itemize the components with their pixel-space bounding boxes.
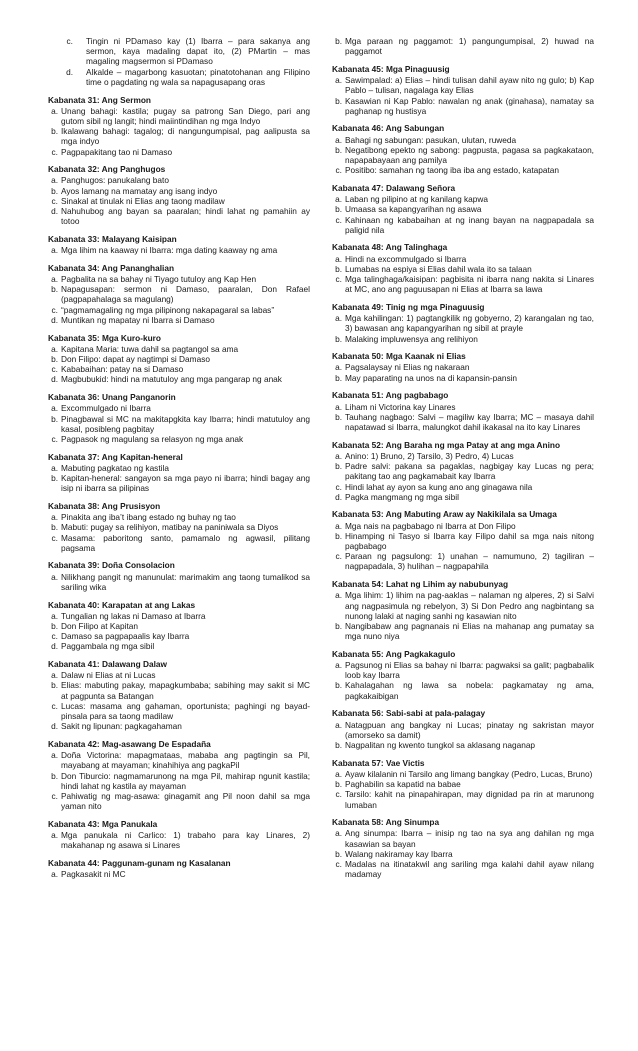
chapter-section (332, 758, 594, 810)
list-item (48, 245, 310, 255)
list-item-text: Mga panukala ni Carlico: 1) trabaho para kay Linares, 2) makahanap ng asawa si Linares (61, 830, 310, 851)
list-item (332, 204, 594, 214)
chapter-section (332, 708, 594, 750)
list-item-text: Don Tiburcio: nagmamarunong na mga Pil, mahirap ngunit kastila; hindi lahat ng kastila ay mayaman (61, 770, 310, 791)
list-item (48, 186, 310, 196)
list-item (332, 254, 594, 264)
list-item-text: Excommulgado ni Ibarra (61, 403, 151, 414)
list-marker: c. (51, 631, 58, 642)
list-item (332, 264, 594, 274)
list-item-text: Lumabas na espiya si Elias dahil wala ito sa talaan (345, 263, 532, 274)
list-item (48, 621, 310, 631)
list-item-text: Pahiwatig ng mag-asawa: ginagamit ang Pil noon dahil sa mga yaman nito (61, 791, 310, 812)
chapter-section (48, 392, 310, 444)
chapter-heading: Kabanata 37: Ang Kapitan-heneral (48, 451, 183, 462)
list-item-text: Don Filipo: dapat ay nagtimpi si Damaso (61, 353, 210, 364)
list-marker: a. (51, 403, 58, 414)
list-marker: b. (335, 620, 342, 631)
list-marker: b. (51, 284, 58, 295)
chapter-section (332, 302, 594, 344)
list-marker: c. (66, 36, 73, 46)
list-item (332, 334, 594, 344)
list-item (48, 611, 310, 621)
list-marker: c. (51, 433, 58, 444)
list-item (48, 414, 310, 434)
list-item (48, 721, 310, 731)
list-item (48, 126, 310, 146)
list-item-text: Umaasa sa kapangyarihan ng asawa (345, 204, 482, 215)
list-marker: b. (51, 413, 58, 424)
list-item (332, 720, 594, 740)
list-marker: a. (335, 660, 342, 671)
list-item-text: Kasawian ni Kap Pablo: nawalan ng anak (ginahasa), namatay sa paghanap ng hustisya (345, 95, 594, 116)
list-item-text: Don Filipo at Kapitan (61, 620, 139, 631)
list-item-text: Anino: 1) Bruno, 2) Tarsilo, 3) Pedro, 4) Lucas (345, 450, 514, 461)
chapter-section (48, 95, 310, 157)
list-item (332, 373, 594, 383)
list-marker: a. (335, 401, 342, 412)
list-item-text: Nilikhang pangit ng manunulat: marimakim ang taong tumalikod sa sariling wika (61, 571, 310, 592)
chapter-section (48, 659, 310, 731)
chapter-section (332, 183, 594, 235)
chapter-heading: Kabanata 40: Karapatan at ang Lakas (48, 599, 196, 610)
list-marker: a. (51, 670, 58, 681)
list-marker: c. (335, 481, 342, 492)
list-marker: c. (51, 146, 58, 157)
list-marker: a. (51, 750, 58, 761)
list-item-text: Paraan ng pagsulong: 1) unahan – namumuno, 2) tagiliran – nagpapadala, 3) hulihan – nagpapahila (345, 551, 594, 572)
list-marker: b. (51, 680, 58, 691)
chapter-heading: Kabanata 56: Sabi-sabi at pala-palagay (332, 708, 486, 719)
list-marker: c. (335, 789, 342, 800)
list-item (332, 849, 594, 859)
list-marker: a. (51, 175, 58, 186)
list-marker: a. (51, 869, 58, 880)
list-item (48, 869, 310, 879)
chapter-heading: Kabanata 32: Ang Panghugos (48, 164, 166, 175)
chapter-section (48, 560, 310, 592)
chapter-heading: Kabanata 45: Mga Pinaguusig (332, 63, 450, 74)
chapter-section (48, 819, 310, 851)
list-item (48, 364, 310, 374)
list-marker: d. (51, 206, 58, 217)
list-item-text: Nahuhubog ang bayan sa paaralan; hindi lahat ng pamahiin ay totoo (61, 206, 310, 227)
chapter-heading: Kabanata 33: Malayang Kaisipan (48, 233, 177, 244)
list-marker: a. (335, 75, 342, 86)
list-item-text: Sinakal at tinulak ni Elias ang taong madilaw (61, 195, 225, 206)
chapter-heading: Kabanata 31: Ang Sermon (48, 94, 151, 105)
chapter-heading: Kabanata 44: Paggunam-gunam ng Kasalanan (48, 858, 231, 869)
list-item (332, 194, 594, 204)
list-marker: b. (335, 95, 342, 106)
list-item (48, 631, 310, 641)
list-marker: c. (335, 214, 342, 225)
list-marker: b. (335, 530, 342, 541)
list-item (48, 750, 310, 770)
list-item-text: Ang sinumpa: Ibarra – inisip ng tao na sya ang dahilan ng mga kasawian sa bayan (345, 828, 594, 849)
list-item-text: Tungalian ng lakas ni Damaso at Ibarra (61, 610, 206, 621)
list-marker: a. (51, 274, 58, 285)
list-item-text: Doña Victorina: mapagmataas, mababa ang pagtingin sa Pil, mayabang at mayaman; kinahihiya ang pagkaPil (61, 750, 310, 771)
list-item-text: Kahinaan ng kababaihan at ng inang bayan na nagpapadala sa paligid nila (345, 214, 594, 235)
list-item-text: Hinamping ni Tasyo si Ibarra kay Filipo dahil sa mga nais nitong pagbabago (345, 530, 594, 552)
list-item-text: Positibo: samahan ng taong iba iba ang estado, katapatan (345, 165, 560, 176)
list-marker: a. (335, 194, 342, 205)
chapter-section (332, 36, 594, 56)
chapter-section (332, 351, 594, 383)
list-item (332, 96, 594, 116)
list-marker: b. (335, 848, 342, 859)
list-marker: a. (335, 719, 342, 730)
list-marker: b. (335, 461, 342, 472)
list-item-text: Mga nais na pagbabago ni Ibarra at Don Filipo (345, 520, 516, 531)
chapter-heading: Kabanata 53: Ang Mabuting Araw ay Nakikilala sa Umaga (332, 509, 557, 520)
list-item (332, 859, 594, 879)
list-item-text: Pagbalita na sa bahay ni Tiyago tutuloy ang Kap Hen (61, 274, 257, 285)
list-item-text: Nangibabaw ang pagnanais ni Elias na mahanap ang pumatay sa mga nuno niya (345, 620, 594, 642)
list-marker: b. (335, 263, 342, 274)
list-item (48, 315, 310, 325)
list-item (332, 531, 594, 551)
list-item (48, 670, 310, 680)
list-item (48, 791, 310, 811)
list-marker: b. (51, 473, 58, 484)
list-marker: b. (51, 620, 58, 631)
list-item (48, 512, 310, 522)
list-item-text: Ikalawang bahagi: tagalog; di nangungumpisal, pag aalipusta sa mga indyo (61, 126, 310, 147)
list-item (332, 165, 594, 175)
chapter-section (48, 164, 310, 226)
list-marker: b. (335, 144, 342, 155)
list-item-text: Ayos lamang na mamatay ang isang indyo (61, 185, 218, 196)
list-item-text: Hindi lahat ay ayon sa kung ano ang ginagawa nila (345, 481, 533, 492)
list-item-text: Tarsilo: kahit na pinapahirapan, may dignidad pa rin at marunong lumaban (345, 789, 594, 810)
chapter-heading: Kabanata 57: Vae Victis (332, 757, 425, 768)
list-item-text: Elias: mabuting pakay, mapagkumbaba; sabihing may sakit si MC at pagpunta sa Batangan (61, 680, 310, 701)
list-item-text: Laban ng pilipino at ng kanilang kapwa (345, 194, 488, 205)
list-item (332, 145, 594, 165)
list-marker: c. (51, 700, 58, 711)
list-item-text: Pagkasakit ni MC (61, 869, 126, 880)
left-column (48, 36, 310, 887)
chapter-heading: Kabanata 36: Unang Panganorin (48, 392, 176, 403)
list-marker: a. (51, 105, 58, 116)
list-marker: c. (51, 195, 58, 206)
chapter-heading: Kabanata 55: Ang Pagkakagulo (332, 648, 456, 659)
list-item (332, 274, 594, 294)
list-item (48, 771, 310, 791)
list-item-text: Kapitana Maria: tuwa dahil sa pagtangol sa ama (61, 343, 239, 354)
list-item-text: Tauhang nagbago: Salvi – magiliw kay Ibarra; MC – masaya dahil napatawad si Ibarra, malungkot dahil ikakasal na ito kay Linares (345, 411, 594, 432)
chapter-section (332, 649, 594, 701)
list-item-text: Magbubukid: hindi na matutuloy ang mga pangarap ng anak (61, 374, 282, 385)
list-item (332, 590, 594, 621)
list-marker: a. (335, 253, 342, 264)
chapter-section (332, 579, 594, 641)
chapter-heading: Kabanata 58: Ang Sinumpa (332, 817, 440, 828)
chapter-heading: Kabanata 34: Ang Pananghalian (48, 262, 175, 273)
list-item-text: “pagmamagaling ng mga pilipinong nakapagaral sa labas” (61, 304, 275, 315)
chapter-section (48, 452, 310, 494)
list-item-text: Mga talinghaga/kaisipan: pagbisita ni ibarra nang nakita si Linares at MC, ano ang paguusapan ni Elias at Ibarra sa lawa (345, 274, 594, 295)
list-marker: b. (335, 333, 342, 344)
list-item-text: Bahagi ng sabungan: pasukan, ulutan, ruweda (345, 134, 517, 145)
list-marker: a. (51, 512, 58, 523)
list-marker: b. (51, 126, 58, 137)
list-marker: b. (335, 411, 342, 422)
list-item (332, 461, 594, 481)
list-item-text: Mga paraan ng paggamot: 1) pangungumpisal, 2) huwad na paggamot (345, 36, 594, 57)
list-marker: c. (51, 791, 58, 801)
list-item (332, 621, 594, 641)
list-item (332, 779, 594, 789)
list-item (48, 680, 310, 700)
list-item (332, 482, 594, 492)
list-item (48, 701, 310, 721)
list-item-text: Mga kahilingan: 1) pagtangkilik ng gobyerno, 2) karangalan ng tao, 3) bawasan ang kapangyarihan ng sibil at prayle (345, 313, 594, 334)
list-item (48, 830, 310, 850)
list-marker: a. (51, 830, 58, 841)
chapter-heading: Kabanata 49: Tinig ng mga Pinaguusig (332, 301, 485, 312)
list-item (332, 412, 594, 432)
list-item (48, 106, 310, 126)
list-item (48, 175, 310, 185)
list-marker: d. (51, 721, 58, 732)
list-item-text: May paparating na unos na di kapansin-pansin (345, 372, 518, 383)
chapter-section (48, 858, 310, 879)
list-item-text: Tingin ni PDamaso kay (1) Ibarra – para sakanya ang sermon, kaya madaling dapat ito, (2) PMartin – mas magaling magsermon si PDamaso (86, 36, 310, 67)
list-item-text: Pagsunog ni Elias sa bahay ni Ibarra: pagwaksi sa galit; pagbabalik loob kay Ibarra (345, 660, 594, 681)
list-item (332, 740, 594, 750)
chapter-section (48, 739, 310, 811)
list-item-text: Lucas: masama ang gahaman, oportunista; paghingi ng bayad-pinsala para sa taong madilaw (61, 700, 310, 722)
list-item-text: Liham ni Victorina kay Linares (345, 401, 456, 412)
right-column (332, 36, 594, 887)
list-item (332, 680, 594, 700)
chapter-section (48, 333, 310, 385)
list-marker: c. (335, 165, 342, 176)
chapter-heading: Kabanata 46: Ang Sabungan (332, 123, 445, 134)
list-marker: a. (335, 828, 342, 839)
list-marker: c. (335, 551, 342, 562)
list-item-text: Napagusapan: sermon ni Damaso, paaralan, Don Rafael (pagpapahalaga sa magulang) (61, 284, 310, 305)
list-marker: b. (335, 36, 342, 46)
list-marker: a. (51, 462, 58, 473)
list-marker: c. (51, 304, 58, 315)
list-item (48, 522, 310, 532)
list-item-text: Muntikan ng mapatay ni Ibarra si Damaso (61, 314, 215, 325)
list-marker: a. (51, 571, 58, 582)
list-item (332, 789, 594, 809)
list-marker: a. (335, 590, 342, 601)
list-item (48, 67, 310, 87)
chapter-heading: Kabanata 48: Ang Talinghaga (332, 242, 448, 253)
list-marker: b. (51, 353, 58, 364)
list-marker: b. (335, 680, 342, 691)
list-item-text: Nagpalitan ng kwento tungkol sa aklasang naganap (345, 739, 536, 750)
list-marker: a. (51, 245, 58, 256)
chapter-section (48, 501, 310, 553)
list-item-text: Paghabilin sa kapatid na babae (345, 779, 461, 790)
list-marker: a. (335, 362, 342, 373)
chapter-section (48, 234, 310, 255)
list-item-text: Pagsalaysay ni Elias ng nakaraan (345, 362, 470, 373)
list-item-text: Mga lihim: 1) lihim na pag-aaklas – nalaman ng alperes, 2) si Salvi ang nagpasimula ng rebelyon, 3) Si Don Pedro ang nagbintang sa nunong lalaki at naging sanhi ng kasawian nito (345, 590, 594, 621)
chapter-heading: Kabanata 43: Mga Panukala (48, 818, 158, 829)
list-item-text: Madalas na itinatakwil ang sariling mga kalahi dahil ayaw nilang madamay (345, 859, 594, 880)
list-item (48, 274, 310, 284)
list-item (332, 551, 594, 571)
list-item-text: Mabuting pagkatao ng kastila (61, 462, 169, 473)
list-item (48, 354, 310, 364)
list-item-text: Padre salvi: pakana sa pagaklas, nagbigay kay Lucas ng pera; pakitang tao ang pagkamabait kay Ibarra (345, 461, 594, 482)
chapter-section (48, 263, 310, 325)
list-item (48, 36, 310, 67)
chapter-section (48, 600, 310, 652)
list-item-text: Pagpasok ng magulang sa relasyon ng mga anak (61, 433, 244, 444)
chapter-heading: Kabanata 38: Ang Prusisyon (48, 500, 161, 511)
list-item-text: Dalaw ni Elias at ni Lucas (61, 670, 156, 681)
list-item-text: Pagpapakitang tao ni Damaso (61, 146, 173, 157)
list-item (332, 313, 594, 333)
list-item (332, 402, 594, 412)
list-item (48, 572, 310, 592)
list-marker: d. (51, 374, 58, 385)
list-item-text: Pinagbawal si MC na makitapgkita kay Ibarra; hindi matutuloy ang kasal, posibleng pagbitay (61, 413, 310, 434)
list-marker: b. (335, 204, 342, 215)
chapter-section (48, 36, 310, 87)
chapter-section (332, 64, 594, 116)
list-marker: b. (51, 522, 58, 533)
list-item (48, 641, 310, 651)
list-item (48, 196, 310, 206)
list-item (48, 344, 310, 354)
list-item (332, 660, 594, 680)
chapter-heading: Kabanata 47: Dalawang Señora (332, 182, 456, 193)
list-item (48, 206, 310, 226)
list-item (48, 374, 310, 384)
list-item (332, 36, 594, 56)
list-marker: d. (66, 66, 73, 77)
chapter-heading: Kabanata 50: Mga Kaanak ni Elias (332, 351, 466, 362)
list-marker: a. (51, 610, 58, 621)
list-item-text: Mabuti: pugay sa relihiyon, matibay na paniniwala sa Diyos (61, 522, 279, 533)
list-item-text: Masama: paboritong santo, pamamalo ng agwasil, pilitang pagsama (61, 532, 310, 553)
list-item-text: Ayaw kilalanin ni Tarsilo ang limang bangkay (Pedro, Lucas, Bruno) (345, 768, 593, 779)
list-item (332, 362, 594, 372)
list-item-text: Paggambala ng mga sibil (61, 641, 155, 652)
list-item (48, 403, 310, 413)
list-item (48, 305, 310, 315)
list-marker: c. (335, 859, 342, 870)
chapter-heading: Kabanata 52: Ang Baraha ng mga Patay at ang mga Anino (332, 439, 561, 450)
list-marker: a. (335, 450, 342, 461)
chapter-section (332, 509, 594, 571)
list-marker: a. (51, 343, 58, 354)
chapter-section (332, 242, 594, 294)
chapter-section (332, 817, 594, 879)
list-item-text: Sakit ng lipunan: pagkagahaman (61, 721, 182, 732)
list-item (48, 473, 310, 493)
list-item (48, 147, 310, 157)
list-item (332, 828, 594, 848)
list-marker: b. (51, 185, 58, 196)
list-item-text: Sawimpalad: a) Elias – hindi tulisan dahil ayaw nito ng gulo; b) Kap Pablo – tulisan, nagalaga kay Elias (345, 75, 594, 96)
list-marker: d. (335, 491, 342, 502)
chapter-heading: Kabanata 42: Mag-asawang De Espadaña (48, 738, 211, 749)
chapter-heading: Kabanata 35: Mga Kuro-kuro (48, 332, 161, 343)
chapter-section (332, 123, 594, 175)
list-item-text: Unang bahagi: kastila; pugay sa patrong San Diego, pari ang gutom sibil ng langit; hindi maiintindihan ng mga Indyo (61, 105, 310, 126)
chapter-section (332, 440, 594, 502)
list-marker: c. (335, 274, 342, 285)
list-marker: a. (335, 520, 342, 531)
list-item-text: Pinakita ang iba’t ibang estado ng buhay ng tao (61, 512, 236, 523)
list-marker: b. (335, 372, 342, 383)
list-item (332, 135, 594, 145)
list-item (332, 769, 594, 779)
list-item-text: Walang nakiramay kay Ibarra (345, 848, 453, 859)
list-item-text: Pagka mangmang ng mga sibil (345, 491, 459, 502)
chapter-section (332, 390, 594, 432)
list-item-text: Damaso sa pagpapaalis kay Ibarra (61, 631, 190, 642)
list-marker: c. (51, 532, 58, 543)
list-marker: a. (335, 768, 342, 779)
list-item (48, 434, 310, 444)
list-marker: a. (335, 134, 342, 145)
list-item (332, 521, 594, 531)
list-marker: a. (335, 313, 342, 324)
list-marker: b. (335, 739, 342, 750)
list-item (48, 284, 310, 304)
list-item (332, 492, 594, 502)
list-marker: d. (51, 314, 58, 325)
list-item-text: Panghugos: panukalang bato (61, 175, 169, 186)
list-item (48, 533, 310, 553)
list-item (48, 463, 310, 473)
list-item-text: Kahalagahan ng lawa sa nobela: pagkamatay ng ama, pagkakaibigan (345, 680, 594, 701)
list-item-text: Hindi na excommulgado si Ibarra (345, 253, 467, 264)
list-item (332, 451, 594, 461)
list-item-text: Kapitan-heneral: sangayon sa mga payo ni ibarra; hindi bagay ang isip ni ibarra sa pilipinas (61, 473, 310, 494)
list-item-text: Kababaihan: patay na si Damaso (61, 364, 184, 375)
list-item-text: Malaking impluwensya ang relihiyon (345, 333, 478, 344)
list-marker: c. (51, 364, 58, 375)
list-item-text: Natagpuan ang bangkay ni Lucas; pinatay ng sakristan mayor (amorseko sa damit) (345, 719, 594, 740)
list-marker: b. (335, 779, 342, 790)
list-marker: d. (51, 641, 58, 652)
list-item-text: Mga lihim na kaaway ni Ibarra: mga dating kaaway ng ama (61, 245, 278, 256)
list-marker: b. (51, 770, 58, 781)
list-item-text: Alkalde – magarbong kasuotan; pinatotohanan ang Filipino time o pagdating ng wala sa napagusapang oras (86, 66, 310, 87)
chapter-heading: Kabanata 51: Ang pagbabago (332, 390, 449, 401)
list-item (332, 75, 594, 95)
chapter-heading: Kabanata 41: Dalawang Dalaw (48, 659, 167, 670)
list-item (332, 215, 594, 235)
list-item-text: Negatibong epekto ng sabong: pagpusta, pagasa sa pagkakataon, napapabayaan ang pamilya (345, 144, 594, 166)
chapter-heading: Kabanata 39: Doña Consolacion (48, 560, 175, 571)
chapter-heading: Kabanata 54: Lahat ng Lihim ay nabubunyag (332, 579, 509, 590)
